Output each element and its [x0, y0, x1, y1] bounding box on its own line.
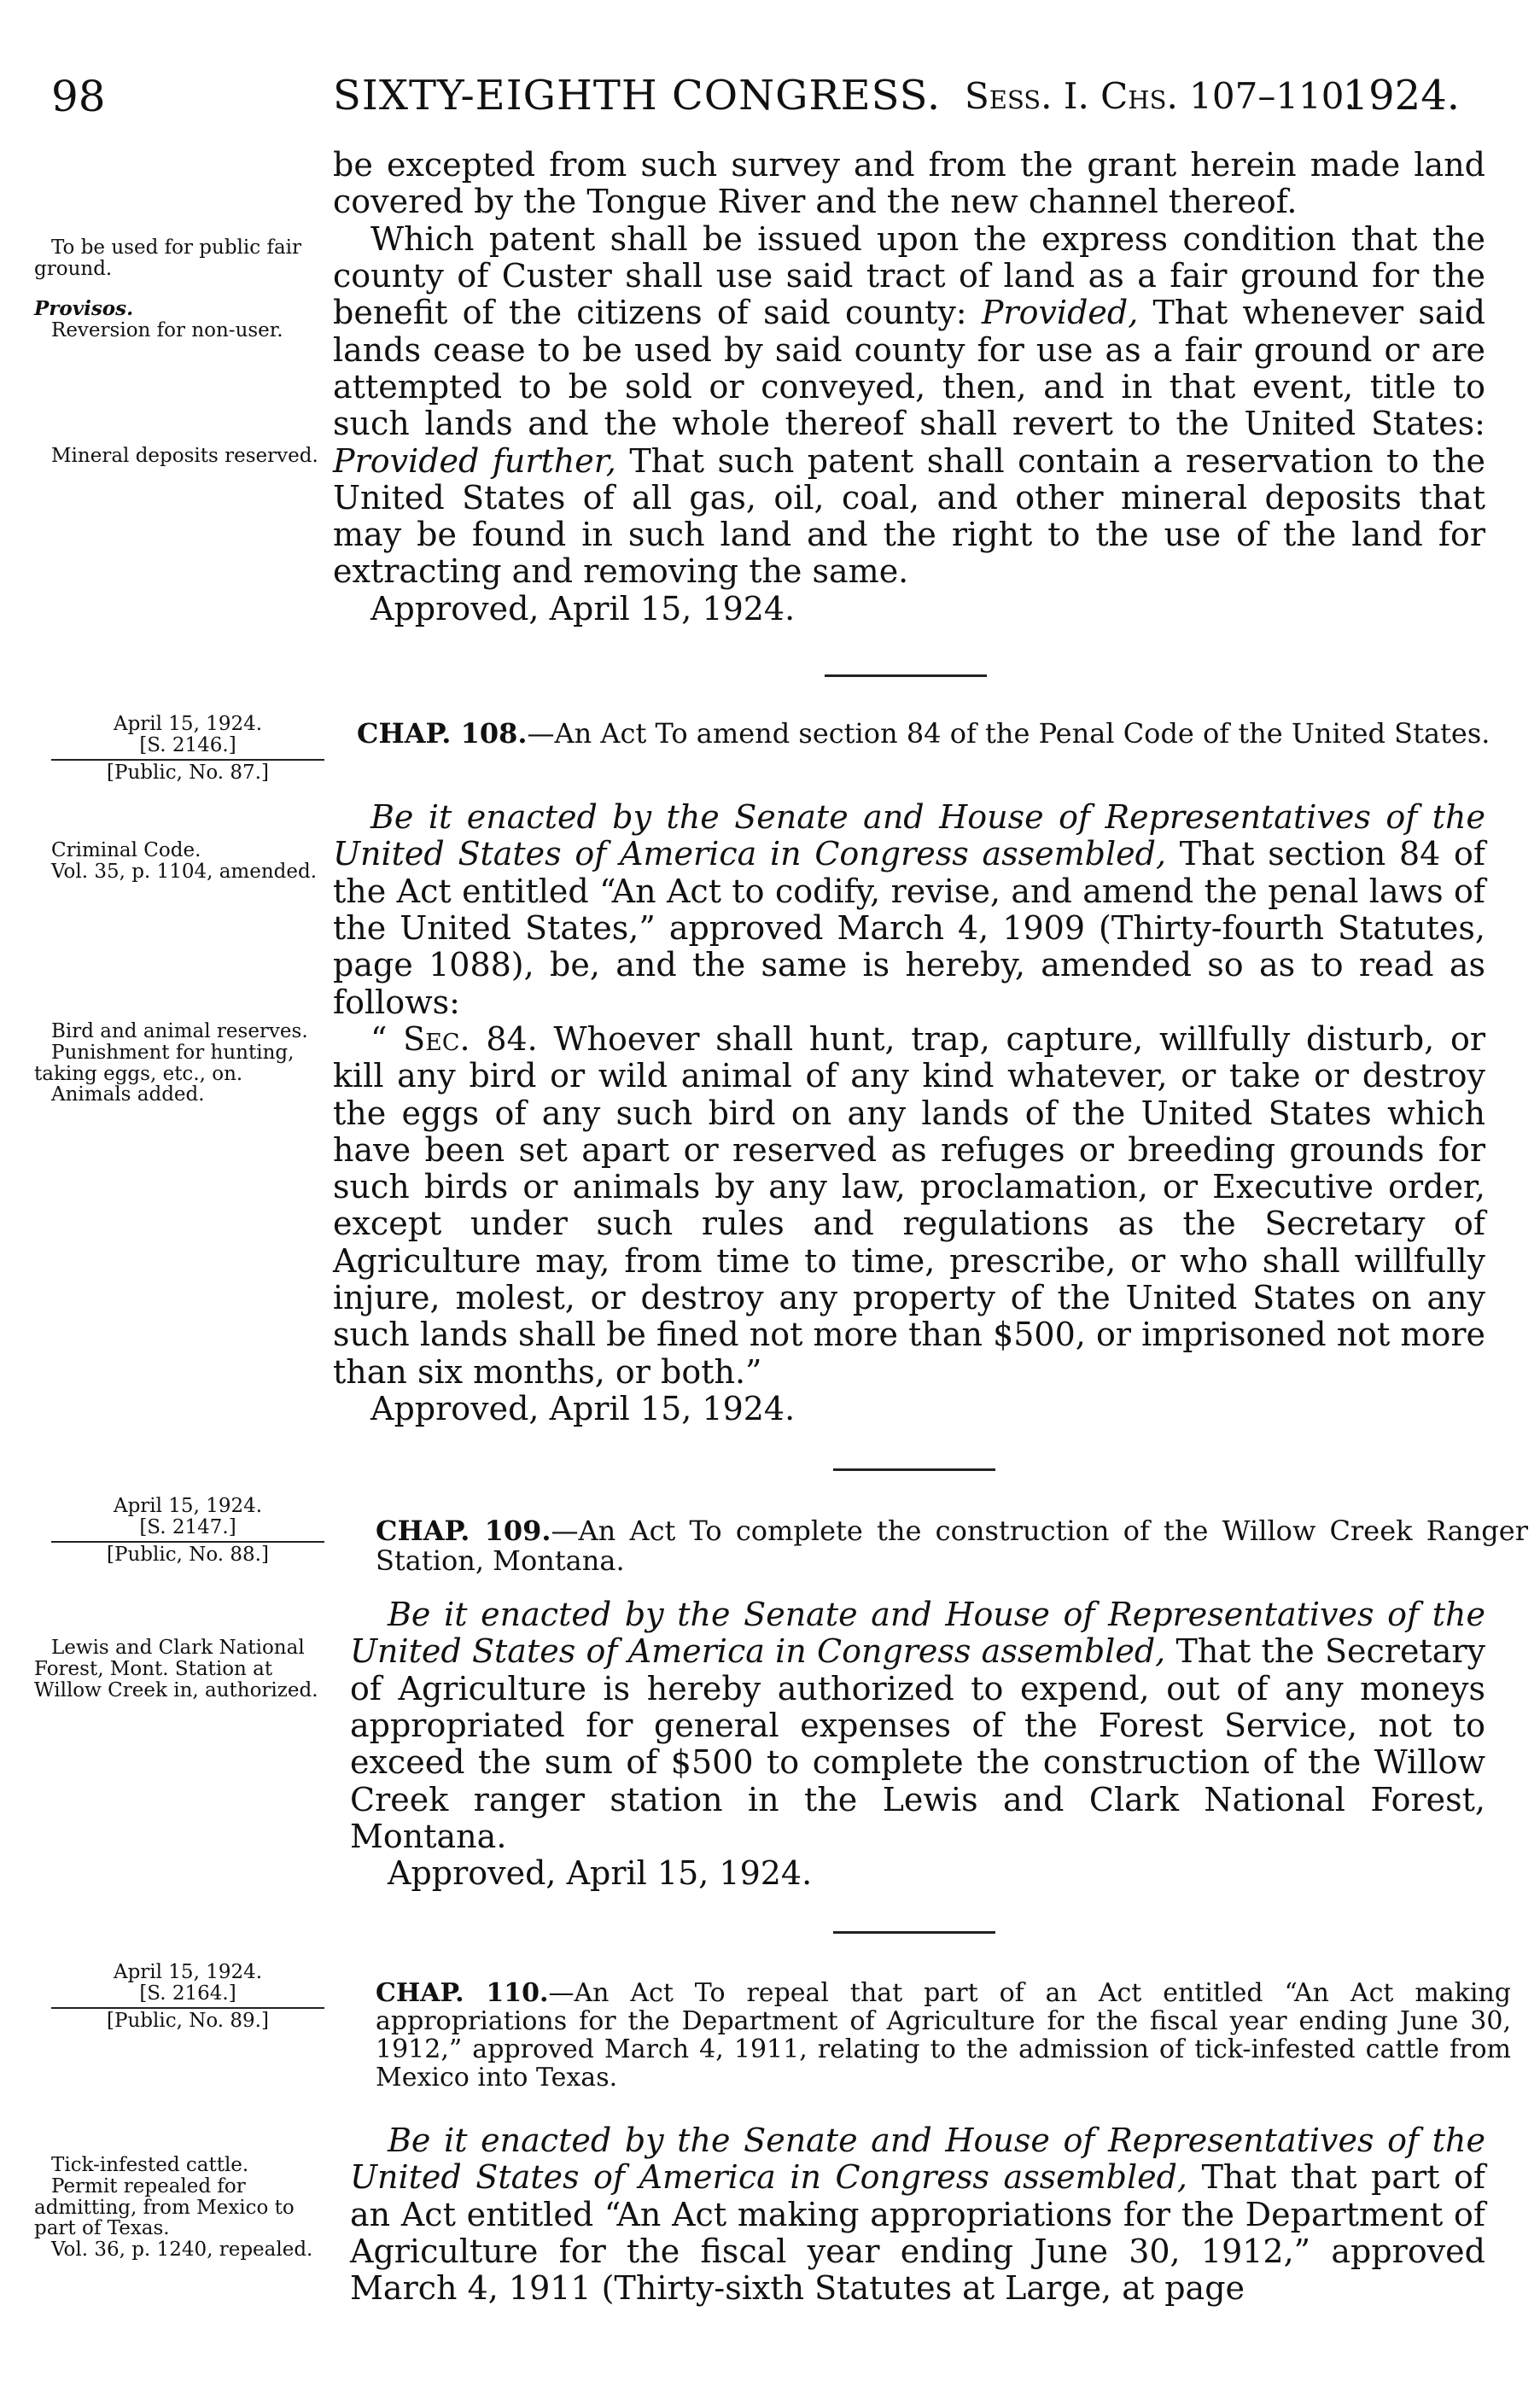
chap110-enacting-clause: Be it enacted by the Senate and House of Representatives of the United States of America in Congress assembled, That that part of an Act entitled “An Act making appropriations for the Department of Agriculture for the fiscal year ending June 30, 1912,” approved March 4, 1911 (Thirty-sixth Statutes at Large, at page — [350, 2122, 1485, 2308]
running-header — [51, 72, 1460, 131]
continued-section — [333, 147, 1485, 627]
approved-line: Approved, April 15, 1924. — [388, 1854, 813, 1893]
chap109-heading: CHAP. 109.—An Act To complete the construction of the Willow Creek Ranger Station, Montana. — [376, 1515, 1529, 1578]
continued-para-1: be excepted from such survey and from the grant herein made land covered by the Tongue River and the new channel thereof. — [333, 146, 1485, 221]
continued-para-2: Which patent shall be issued upon the express condition that the county of Custer shall use said tract of land as a fair ground for the benefit of the citizens of said county: Provided, That whenever said lands cease to be used by said county for use as a fair ground or are attempted to be sold or conveyed, then, and in that event, title to such lands and the whole thereof shall revert to the United States: Provided further, That such patent shall contain a reservation to the United States of all gas, oil, coal, and other mineral deposits that may be found in such land and the right to the use of the land for extracting and removing the same. — [333, 219, 1485, 591]
chap109-enacting-clause: Be it enacted by the Senate and House of Representatives of the United States of America in Congress assembled, That the Secretary of Agriculture is hereby authorized to expend, out of any moneys appropriated for general expenses of the Forest Service, not to exceed the sum of $500 to complete the construction of the Willow Creek ranger station in the Lewis and Clark National Forest, Montana. — [350, 1596, 1485, 1855]
chap108-body — [333, 799, 1485, 1427]
chap109-body — [350, 1596, 1485, 1893]
chap110-body — [350, 2122, 1485, 2308]
margin-note-mineral: Mineral deposits reserved. — [51, 445, 318, 467]
chap108-stamp: April 15, 1924. [S. 2146.] [Public, No. 87.] — [51, 714, 324, 784]
section-divider — [833, 1468, 995, 1471]
margin-note-bird-reserves: Bird and animal reserves. Punishment for hunting, taking eggs, etc., on. Animals added. — [34, 1020, 308, 1106]
approved-line: Approved, April 15, 1924. — [370, 1390, 796, 1427]
header-title: SIXTY-EIGHTH CONGRESS. — [333, 72, 942, 120]
proviso-2: Provided further, — [333, 441, 616, 480]
margin-note-criminal-code: Criminal Code. Vol. 35, p. 1104, amended. — [51, 839, 318, 883]
section-divider — [825, 674, 987, 677]
header-session: Sess. I. Chs. 107–110. — [965, 75, 1356, 117]
margin-note-tick-cattle: Tick-infested cattle. Permit repealed for admitting, from Mexico to part of Texas. Vol. 36, p. 1240, repealed. — [34, 2154, 313, 2262]
chap110-heading: CHAP. 110.—An Act To repeal that part of an Act entitled “An Act making appropriations for the Department of Agriculture for the fiscal year ending June 30, 1912,” approved March 4, 1911, relating to the admission of tick-infested cattle from Mexico into Texas. — [376, 1978, 1511, 2093]
section-divider — [833, 1931, 995, 1934]
chap110-stamp: April 15, 1924. [S. 2164.] [Public, No. 89.] — [51, 1962, 324, 2032]
chap108-heading: CHAP. 108.—An Act To amend section 84 of the Penal Code of the United States. — [357, 717, 1490, 750]
margin-note-fair-ground: To be used for public fair ground. — [34, 236, 302, 280]
page-number: 98 — [51, 72, 106, 121]
proviso-1: Provided, — [981, 294, 1139, 332]
chap109-stamp: April 15, 1924. [S. 2147.] [Public, No. 88.] — [51, 1496, 324, 1566]
header-year: 1924. — [1342, 72, 1460, 120]
margin-note-willow-creek: Lewis and Clark National Forest, Mont. Station at Willow Creek in, authorized. — [34, 1637, 318, 1701]
chap108-enacting-clause: Be it enacted by the Senate and House of Representatives of the United States of America in Congress assembled, That section 84 of the Act entitled “An Act to codify, revise, and amend the penal laws of the United States,” approved March 4, 1909 (Thirty-fourth Statutes, page 1088), be, and the same is hereby, amended so as to read as follows: — [333, 798, 1485, 1021]
approved-line: Approved, April 15, 1924. — [370, 589, 796, 627]
chap108-section-84: “ Sec. 84. Whoever shall hunt, trap, capture, willfully disturb, or kill any bird or wild animal of any kind whatever, or take or destroy the eggs of any such bird on any lands of the United States which have been set apart or reserved as refuges or breeding grounds for such birds or animals by any law, proclamation, or Executive order, except under such rules and regulations as the Secretary of Agriculture may, from time to time, prescribe, or who shall willfully injure, molest, or destroy any property of the United States on any such lands shall be fined not more than $500, or imprisoned not more than six months, or both.” — [333, 1019, 1486, 1391]
margin-note-provisos: Provisos. Reversion for non-user. — [34, 297, 283, 341]
